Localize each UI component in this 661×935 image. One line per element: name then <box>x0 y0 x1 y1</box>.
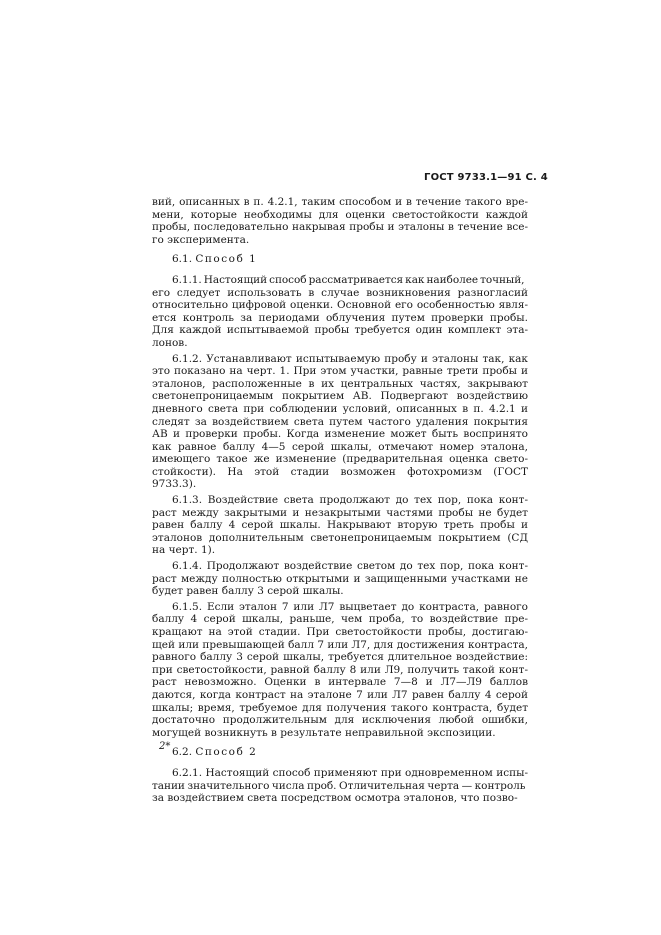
section-heading-6-2 <box>152 746 528 759</box>
text-line: стойкости). На этой стадии возможен фотохромизм (ГОСТ <box>152 465 528 478</box>
text-line: раст между полностью открытыми и защищенными участками не <box>152 572 528 585</box>
text-line: относительно цифровой оценки. Основной его особенностью явля- <box>152 299 528 312</box>
text-line: 6.1.3. Воздействие света продолжают до тех пор, пока конт- <box>172 494 528 507</box>
text-line: Для каждой испытываемой пробы требуется один комплект эта- <box>152 324 528 337</box>
text-line: кращают на этой стадии. При светостойкости пробы, достигаю- <box>152 626 528 638</box>
text-line: следят за воздействием света путем частого удаления покрытия <box>152 415 528 428</box>
text-line: АВ и проверки пробы. Когда изменение может быть воспринято <box>152 428 528 441</box>
paragraph-6-1-2 <box>152 353 528 492</box>
paragraph-6-1-3 <box>152 494 528 557</box>
paragraph-6-1-4 <box>152 560 528 598</box>
text-line: даются, когда контраст на эталоне 7 или Л7 равен баллу 4 серой <box>152 688 528 701</box>
text-line: лонов. <box>152 336 188 349</box>
text-line: достаточно продолжительным для исключения любой ошибки, <box>152 714 528 727</box>
section-heading-6-1 <box>152 253 528 266</box>
text-line: эталонов, расположенные в их центральных частях, закрывают <box>152 377 528 390</box>
text-line: тании значительного числа проб. Отличительная черта — контроль <box>152 779 526 792</box>
text-line: эталонов дополнительным светонепроницаемым покрытием (СД <box>152 531 528 544</box>
text-line: равен баллу 4 серой шкалы. Накрывают вторую треть пробы и <box>152 519 528 532</box>
paragraph-6-1-1 <box>152 274 528 350</box>
text-line: пробы, последовательно накрывая пробы и эталоны в течение все- <box>152 221 528 234</box>
text-line: ется контроль за периодами облучения путем проверки пробы. <box>152 311 528 324</box>
section-title: Способ 1 <box>195 253 258 266</box>
section-number: 6.1. <box>172 253 193 266</box>
text-line: шкалы; время, требуемое для получения такого контраста, будет <box>152 701 528 714</box>
section-number: 6.2. <box>172 746 193 759</box>
text-line: 6.1.5. Если эталон 7 или Л7 выцветает до контраста, равного <box>172 600 528 613</box>
text-line: за воздействием света посредством осмотра эталонов, что позво- <box>152 792 518 805</box>
paragraph-6-1-5 <box>152 601 528 740</box>
paragraph-6-2-1 <box>152 767 528 805</box>
text-line: имеющего такое же изменение (предварительная оценка свето- <box>152 453 528 466</box>
body-text <box>152 196 528 808</box>
text-line: 6.2.1. Настоящий способ применяют при одновременном испы- <box>172 766 528 779</box>
text-line: его следует использовать в случае возникновения разногласий <box>152 286 528 299</box>
text-line: как равное баллу 4—5 серой шкалы, отмечают номер эталона, <box>152 440 528 453</box>
text-line: щей или превышающей балл 7 или Л7, для достижения контраста, <box>152 638 528 651</box>
running-head: ГОСТ 9733.1—91 С. 4 <box>424 172 548 183</box>
text-line: дневного света при соблюдении условий, описанных в п. 4.2.1 и <box>152 402 528 415</box>
text-line: вий, описанных в п. 4.2.1, таким способом и в течение такого вре- <box>152 196 528 208</box>
text-line: раст невозможно. Оценки в интервале 7—8 и Л7—Л9 баллов <box>152 676 528 689</box>
text-line: раст между закрытыми и незакрытыми частями пробы не будет <box>152 506 528 519</box>
section-title: Способ 2 <box>195 746 258 759</box>
text-line: будет равен баллу 3 серой шкалы. <box>152 585 344 598</box>
text-line: 6.1.4. Продолжают воздействие светом до тех пор, пока конт- <box>172 560 528 573</box>
text-line: светонепроницаемым покрытием АВ. Подвергают воздействию <box>152 390 528 403</box>
text-line: могущей возникнуть в результате неправильной экспозиции. <box>152 726 496 739</box>
text-line: мени, которые необходимы для оценки светостойкости каждой <box>152 208 528 221</box>
text-line: 6.1.2. Устанавливают испытываемую пробу и эталоны так, как <box>172 352 528 365</box>
page-marker: 2* <box>159 741 171 752</box>
text-line: го эксперимента. <box>152 233 250 246</box>
paragraph-continuation <box>152 196 528 246</box>
text-line: при светостойкости, равной баллу 8 или Л9, получить такой конт- <box>152 663 528 676</box>
text-line: на черт. 1). <box>152 544 216 557</box>
text-line: 9733.3). <box>152 478 197 491</box>
text-line: это показано на черт. 1. При этом участки, равные трети пробы и <box>152 365 528 378</box>
text-line: 6.1.1. Настоящий способ рассматривается как наиболее точный, <box>172 273 525 286</box>
text-line: баллу 4 серой шкалы, раньше, чем проба, то воздействие пре- <box>152 613 528 626</box>
text-line: равного баллу 3 серой шкалы, требуется длительное воздействие: <box>152 651 528 664</box>
